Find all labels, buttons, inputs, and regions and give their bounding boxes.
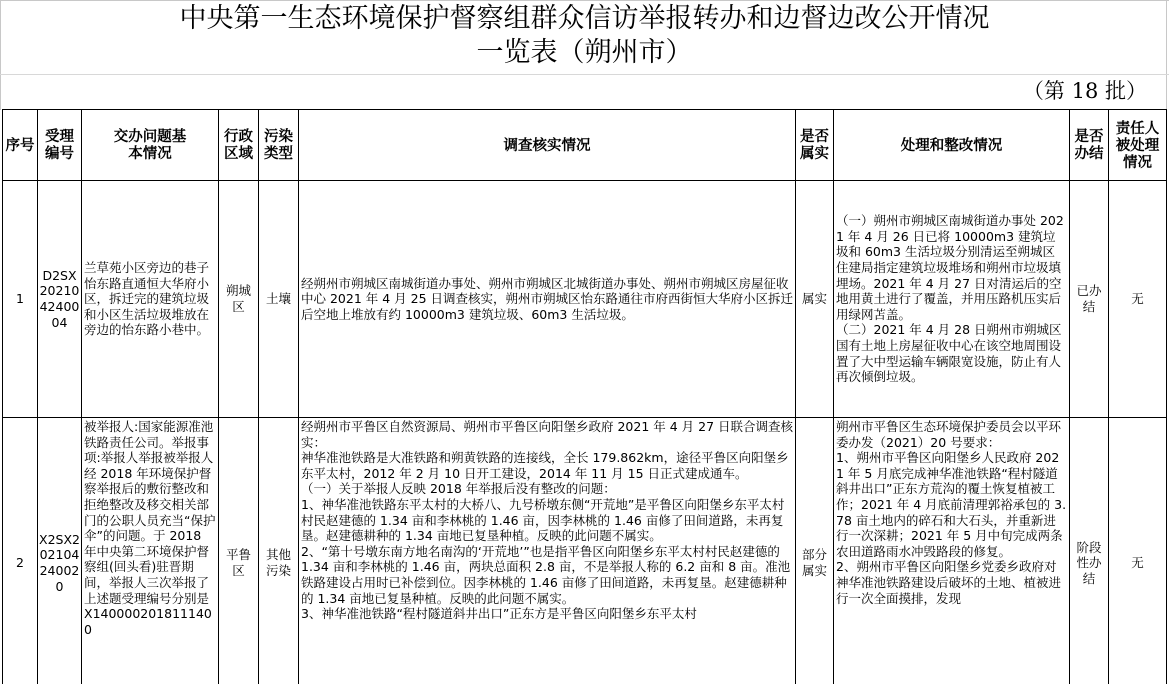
cell-id: D2SX202104240004	[38, 181, 82, 418]
cell-issue: 兰草苑小区旁边的巷子怡东路直通恒大华府小区，拆迁完的建筑垃圾和小区生活垃圾堆放在旁边的怡东路小巷中。	[82, 181, 219, 418]
header-verified: 是否属实	[796, 110, 834, 181]
handling-paragraph: （一）朔州市朔城区南城街道办事处 2021 年 4 月 26 日已将 10000m3 建筑垃圾和 60m3 生活垃圾分别清运至朔城区住建局指定建筑垃圾堆场和朔州市垃圾填埋场。2021 年 4 月 27 日对清运后的空地用黄土进行了覆盖，并用压路机压实后用绿网苫盖。	[836, 213, 1064, 322]
document-title	[0, 0, 1169, 74]
investigation-paragraph: 3、神华准池铁路“程村隧道斜井出口”正东方是平鲁区向阳堡乡东平太村	[301, 606, 697, 622]
investigation-text	[299, 418, 795, 623]
batch-number: （第 18 批）	[1022, 79, 1147, 103]
header-pollution: 污染类型	[259, 110, 299, 181]
investigation-paragraph: （一）关于举报人反映 2018 年举报后没有整改的问题：	[301, 481, 616, 497]
cell-issue: 被举报人:国家能源准池铁路责任公司。举报事项:举报人举报被举报人经 2018 年环境保护督察举报后的敷衍整改和拒绝整改及移交相关部门的公职人员充当“保护伞”的问题。于 2018 年中央第二环境保护督察组(回头看)驻晋期间，举报人三次举报了上述题受理编号分别是 X1400002018111400	[82, 418, 219, 684]
handling-paragraph: 2、朔州市平鲁区向阳堡乡党委乡政府对神华准池铁路建设后破坏的土地、植被进行一次全面摸排，发现	[836, 559, 1062, 606]
handling-paragraph: （二）2021 年 4 月 28 日朔州市朔城区国有土地上房屋征收中心在该空地周围设置了大中型运输车辆限宽设施，防止有人再次倾倒垃圾。	[836, 322, 1062, 385]
petition-table	[2, 109, 1167, 684]
header-handling: 处理和整改情况	[834, 110, 1070, 181]
handling-paragraph: 1、朔州市平鲁区向阳堡乡人民政府 2021 年 5 月底完成神华准池铁路“程村隧道斜井出口”正东方荒沟的覆土恢复植被工作；2021 年 4 月底前清理郭裕承包的 3.78 亩土地内的碎石和大石头，并重新进行一次深耕；2021 年 5 月中旬完成两条农田道路雨水冲毁路段的修复。	[836, 450, 1067, 559]
header-closed: 是否办结	[1070, 110, 1109, 181]
header-accountability: 责任人被处理情况	[1109, 110, 1167, 181]
cell-investigation	[299, 418, 796, 684]
cell-seq: 1	[3, 181, 38, 418]
handling-text	[834, 212, 1069, 386]
investigation-paragraph: 经朔州市平鲁区自然资源局、朔州市平鲁区向阳堡乡政府 2021 年 4 月 27 日联合调查核实：	[301, 419, 794, 450]
investigation-paragraph: 经朔州市朔城区南城街道办事处、朔州市朔城区北城街道办事处、朔州市朔城区房屋征收中心 2021 年 4 月 25 日调查核实，朔州市朔城区怡东路通往市府西街恒大华府小区拆迁后空地上堆放有约 10000m3 建筑垃圾、60m3 生活垃圾。	[301, 275, 794, 322]
table-row	[3, 418, 1167, 684]
cell-verified: 部分属实	[796, 418, 834, 684]
investigation-paragraph: 2、“第十号墩东南方地名南沟的‘开荒地’”也是指平鲁区向阳堡乡东平太村村民赵建德的 1.34 亩和李林桃的 1.46 亩，两块总面积 2.8 亩，不是举报人称的 6.2 亩和 8 亩。准池铁路建设占用时已补偿到位。因李林桃的 1.46 亩修了田间道路，未再复垦。赵建德耕种的 1.34 亩地已复垦种植。反映的此问题不属实。	[301, 543, 791, 606]
cell-seq: 2	[3, 418, 38, 684]
header-district: 行政区域	[219, 110, 259, 181]
cell-closed: 阶段性办结	[1070, 418, 1109, 684]
cell-pollution: 土壤	[259, 181, 299, 418]
cell-id: X2SX202104240020	[38, 418, 82, 684]
cell-handling	[834, 418, 1070, 684]
cell-accountability: 无	[1109, 418, 1167, 684]
table-header-row	[3, 110, 1167, 181]
cell-pollution: 其他污染	[259, 418, 299, 684]
handling-text	[834, 418, 1069, 607]
investigation-paragraph: 神华准池铁路是大准铁路和朔黄铁路的连接线，全长 179.862km，途径平鲁区向阳堡乡东平太村，2012 年 2 月 10 日开工建设，2014 年 11 月 15 日正式建成通车。	[301, 450, 789, 481]
title-line-2: 一览表（朔州市）	[476, 37, 693, 68]
header-id: 受理编号	[38, 110, 82, 181]
table-row	[3, 181, 1167, 418]
header-issue: 交办问题基本情况	[82, 110, 219, 181]
cell-investigation	[299, 181, 796, 418]
cell-closed: 已办结	[1070, 181, 1109, 418]
handling-paragraph: 朔州市平鲁区生态环境保护委员会以平环委办发（2021）20 号要求：	[836, 419, 1062, 450]
investigation-paragraph: 1、神华准池铁路东平太村的大桥八、九号桥墩东侧“开荒地”是平鲁区向阳堡乡东平太村村民赵建德的 1.34 亩和李林桃的 1.46 亩，因李林桃的 1.46 亩修了田间道路，未再复垦。赵建德耕种的 1.34 亩地已复垦种植。反映的此问题不属实。	[301, 496, 785, 544]
header-seq: 序号	[3, 110, 38, 181]
header-investigation: 调查核实情况	[299, 110, 796, 181]
cell-accountability: 无	[1109, 181, 1167, 418]
cell-verified: 属实	[796, 181, 834, 418]
cell-handling	[834, 181, 1070, 418]
cell-district: 朔城区	[219, 181, 259, 418]
investigation-text	[299, 275, 795, 324]
title-line-1: 中央第一生态环境保护督察组群众信访举报转办和边督边改公开情况	[179, 3, 990, 34]
cell-district: 平鲁区	[219, 418, 259, 684]
title-divider	[0, 74, 1169, 75]
